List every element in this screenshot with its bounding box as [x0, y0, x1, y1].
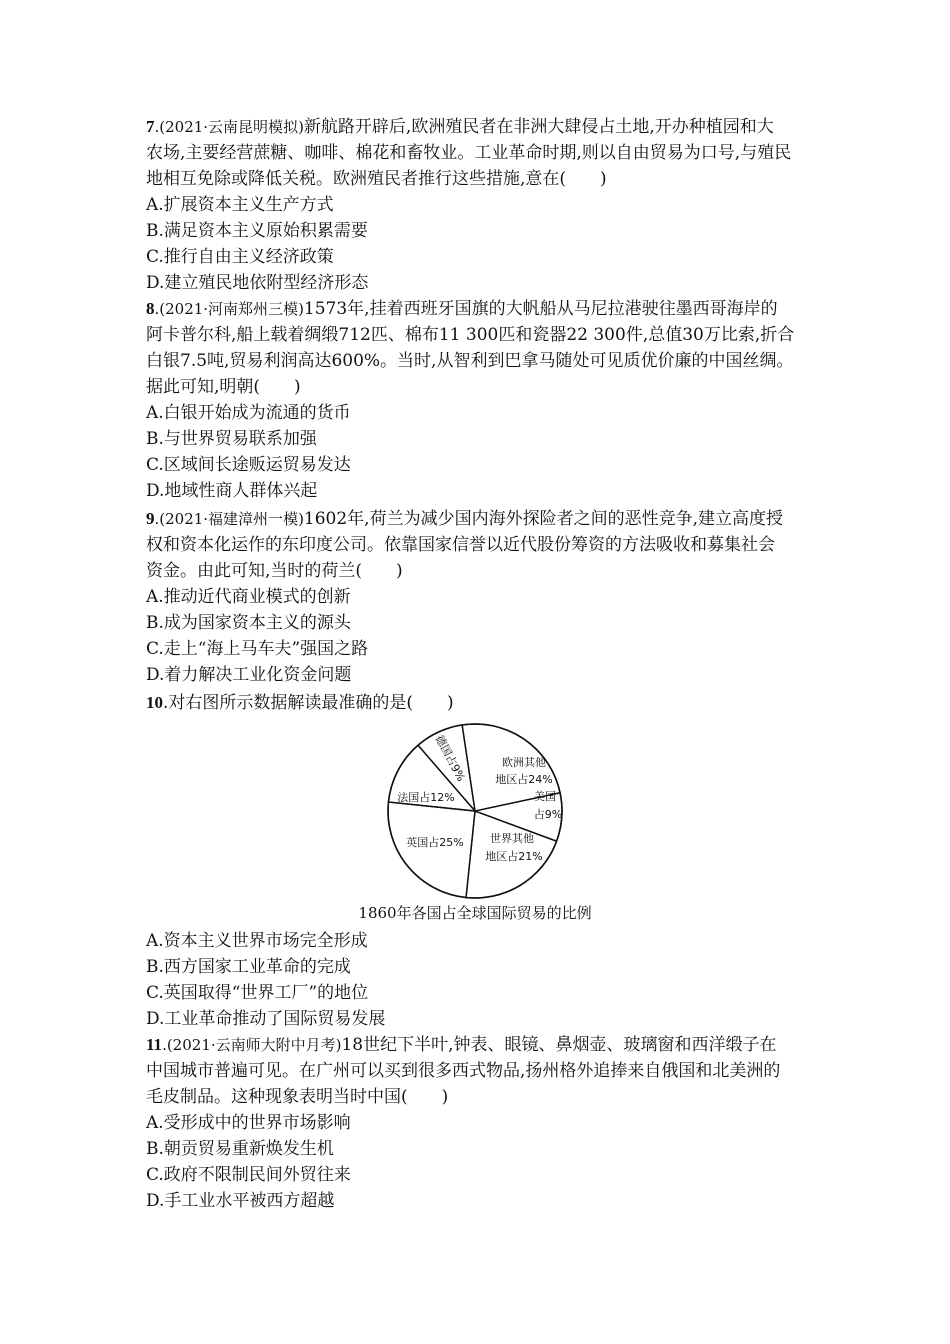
q10-line-1: [146, 690, 454, 716]
q7-number: 7: [146, 117, 155, 136]
q8-line-3: 白银7.5吨,贸易利润高达600%。当时,从智利到巴拿马随处可见质优价廉的中国丝绸。: [146, 351, 794, 371]
q9-line-2: 权和资本化运作的东印度公司。依靠国家信誉以近代股份筹资的方法吸收和募集社会: [146, 535, 775, 555]
q11-option-b: B.朝贡贸易重新焕发生机: [146, 1139, 334, 1159]
pie-chart-svg: [380, 720, 570, 902]
q7-line-3: 地相互免除或降低关税。欧洲殖民者推行这些措施,意在( ): [146, 169, 607, 189]
q9-stem-1: 1602年,荷兰为减少国内海外探险者之间的恶性竞争,建立高度授: [303, 509, 783, 529]
label-germany: 德国占9%: [432, 733, 468, 784]
label-world-other-line2: 地区占21%: [485, 850, 543, 863]
label-europe-other-line1: 欧洲其他: [502, 756, 546, 769]
trade-share-pie-chart: [380, 720, 570, 902]
label-world-other-line1: 世界其他: [490, 832, 534, 845]
q9-line-3: 资金。由此可知,当时的荷兰( ): [146, 561, 403, 581]
q10-option-c: C.英国取得“世界工厂”的地位: [146, 983, 369, 1003]
q11-option-c: C.政府不限制民间外贸往来: [146, 1165, 351, 1185]
q7-stem-1: 新航路开辟后,欧洲殖民者在非洲大肆侵占土地,开办种植园和大: [303, 117, 774, 137]
q11-line-2: 中国城市普遍可见。在广州可以买到很多西式物品,扬州格外追捧来自俄国和北美洲的: [146, 1061, 781, 1081]
q7-option-a: A.扩展资本主义生产方式: [146, 195, 334, 215]
q10-stem: .对右图所示数据解读最准确的是( ): [163, 693, 454, 713]
q8-source: .(2021·河南郑州三模): [154, 300, 304, 318]
q7-option-c: C.推行自由主义经济政策: [146, 247, 334, 267]
q8-option-c: C.区域间长途贩运贸易发达: [146, 455, 351, 475]
q11-number: 11: [146, 1035, 163, 1054]
q11-stem-1: 18世纪下半叶,钟表、眼镜、鼻烟壶、玻璃窗和西洋缎子在: [341, 1035, 777, 1055]
q10-number: 10: [146, 693, 163, 712]
q7-line-2: 农场,主要经营蔗糖、咖啡、棉花和畜牧业。工业革命时期,则以自由贸易为口号,与殖民: [146, 143, 792, 163]
q8-line-4: 据此可知,明朝( ): [146, 377, 301, 397]
q7-option-d: D.建立殖民地依附型经济形态: [146, 273, 369, 293]
q8-line-1: [146, 296, 778, 322]
q8-option-b: B.与世界贸易联系加强: [146, 429, 317, 449]
q7-line-1: [146, 114, 774, 140]
q7-source: .(2021·云南昆明模拟): [154, 118, 304, 136]
q8-option-a: A.白银开始成为流通的货币: [146, 403, 351, 423]
q8-option-d: D.地域性商人群体兴起: [146, 481, 318, 501]
q10-option-a: A.资本主义世界市场完全形成: [146, 931, 368, 951]
label-usa-line1: 美国: [534, 790, 556, 803]
q11-option-d: D.手工业水平被西方超越: [146, 1191, 335, 1211]
label-usa-line2: 占9%: [533, 808, 563, 821]
q10-option-d: D.工业革命推动了国际贸易发展: [146, 1009, 386, 1029]
label-france: 法国占12%: [397, 791, 455, 804]
q11-line-1: [146, 1032, 777, 1058]
q11-option-a: A.受形成中的世界市场影响: [146, 1113, 351, 1133]
q9-option-c: C.走上“海上马车夫”强国之路: [146, 639, 369, 659]
q11-source: .(2021·云南师大附中月考): [162, 1036, 342, 1054]
q9-option-d: D.着力解决工业化资金问题: [146, 665, 352, 685]
q9-option-b: B.成为国家资本主义的源头: [146, 613, 351, 633]
chart-caption: 1860年各国占全球国际贸易的比例: [358, 904, 592, 922]
q9-source: .(2021·福建漳州一模): [154, 510, 304, 528]
q9-option-a: A.推动近代商业模式的创新: [146, 587, 351, 607]
q8-stem-1: 1573年,挂着西班牙国旗的大帆船从马尼拉港驶往墨西哥海岸的: [303, 299, 778, 319]
q11-line-3: 毛皮制品。这种现象表明当时中国( ): [146, 1087, 449, 1107]
q8-number: 8: [146, 299, 155, 318]
q9-number: 9: [146, 509, 155, 528]
q7-option-b: B.满足资本主义原始积累需要: [146, 221, 368, 241]
label-europe-other-line2: 地区占24%: [495, 773, 553, 786]
label-uk: 英国占25%: [406, 836, 464, 849]
q10-option-b: B.西方国家工业革命的完成: [146, 957, 351, 977]
q8-line-2: 阿卡普尔科,船上载着绸缎712匹、棉布11 300匹和瓷器22 300件,总值30万比索,折合: [146, 325, 795, 345]
q9-line-1: [146, 506, 783, 532]
